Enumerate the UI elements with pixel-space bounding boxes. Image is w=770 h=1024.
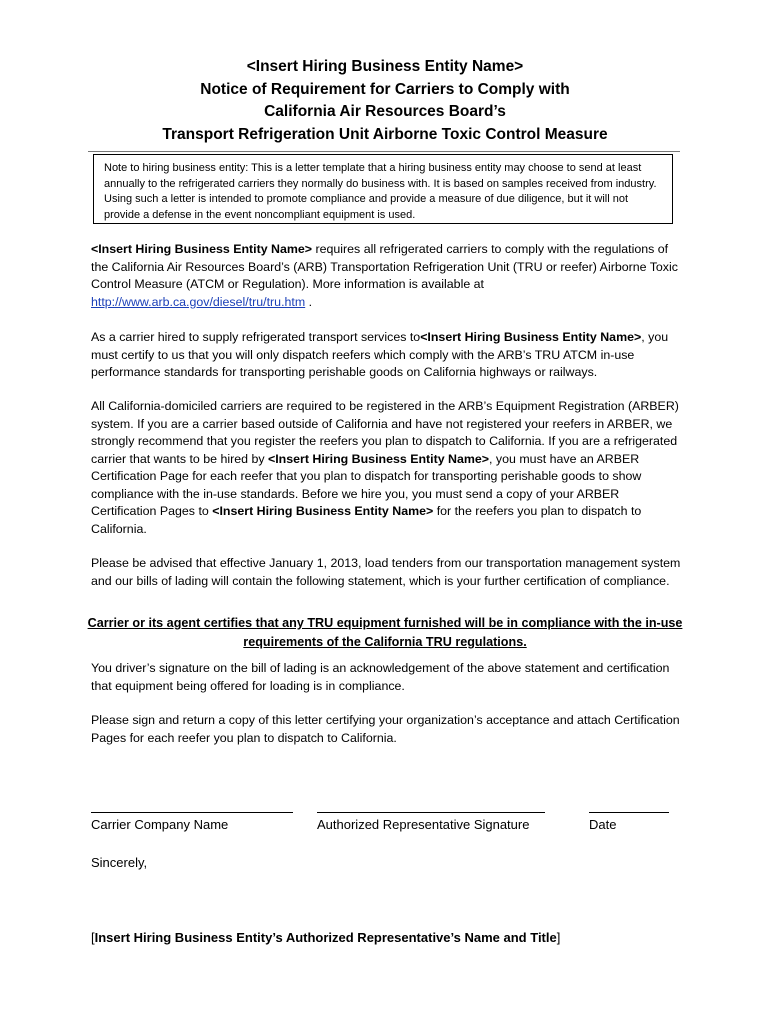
divider	[88, 151, 680, 152]
paragraph-driver-signature: You driver’s signature on the bill of lading is an acknowledgement of the above statement and certification that equipment being offered for loading is in compliance.	[91, 661, 670, 693]
title-notice: Notice of Requirement for Carriers to Comply with	[200, 80, 570, 98]
note-box: Note to hiring business entity: This is a letter template that a hiring business entity may choose to send at least annually to the refrigerated carriers they normally do business with. It is based on samples received from industry. Using such a letter is intended to promote compliance and provide a measure of due diligence, but it will not provide a defense in the event noncompliant equipment is used.	[93, 154, 673, 224]
title-arb: California Air Resources Board’s	[264, 103, 506, 121]
rep-signature-line[interactable]	[317, 812, 545, 813]
closing-placeholder: [Insert Hiring Business Entity’s Authorized Representative’s Name and Title]	[91, 930, 561, 945]
date-label: Date	[589, 817, 617, 832]
company-signature-line[interactable]	[91, 812, 293, 813]
paragraph-requirement: <Insert Hiring Business Entity Name> requires all refrigerated carriers to comply with the regulations of the California Air Resources Board’s (ARB) Transportation Refrigeration Unit (TRU or reefer) Airborne Toxic Control Measure (ATCM or Regulation). More information is available at http://www.arb.ca.gov/diesel/tru/tru.htm .	[91, 242, 678, 309]
title-tru-atcm: Transport Refrigeration Unit Airborne Toxic Control Measure	[162, 125, 608, 143]
rep-signature-label: Authorized Representative Signature	[317, 817, 530, 832]
paragraph-advisory: Please be advised that effective January 1, 2013, load tenders from our transportation management system and our bills of lading will contain the following statement, which is your further certification of compliance.	[91, 556, 681, 588]
entity-placeholder: <Insert Hiring Business Entity Name>	[268, 451, 490, 466]
title-entity-name: <Insert Hiring Business Entity Name>	[246, 58, 524, 75]
arb-link[interactable]: http://www.arb.ca.gov/diesel/tru/tru.htm	[91, 294, 306, 309]
compliance-statement: Carrier or its agent certifies that any TRU equipment furnished will be in compliance with the in-use requirements of the California TRU regulations.	[87, 616, 683, 649]
entity-placeholder: <Insert Hiring Business Entity Name>	[420, 330, 642, 344]
date-line[interactable]	[589, 812, 669, 813]
carrier-company-label: Carrier Company Name	[91, 817, 229, 832]
paragraph-certify: As a carrier hired to supply refrigerated transport services to<Insert Hiring Business Entity Name>, you must certify to us that you will only dispatch reefers which comply with the ARB’s TRU ATCM in-use performance standards for transporting perishable goods on California highways or railways.	[91, 330, 669, 379]
paragraph-sign-return: Please sign and return a copy of this letter certifying your organization’s acceptance and attach Certification Pages for each reefer you plan to dispatch to California.	[91, 713, 680, 745]
entity-placeholder: <Insert Hiring Business Entity Name>	[212, 504, 434, 518]
letter-title	[0, 56, 770, 146]
entity-placeholder: <Insert Hiring Business Entity Name>	[91, 242, 313, 256]
sincerely: Sincerely,	[91, 855, 148, 870]
paragraph-arber: All California-domiciled carriers are required to be registered in the ARB’s Equipment Registration (ARBER) system. If you are a carrier based outside of California and have not registered your reefers in ARBER, we strongly recommend that you register the reefers you plan to dispatch to California. If you are a refrigerated carrier that wants to be hired by <Insert Hiring Business Entity Name>, you must have an ARBER Certification Page for each reefer that you plan to dispatch for transporting perishable goods to show compliance with the in-use standards. Before we hire you, you must send a copy of your ARBER Certification Pages to <Insert Hiring Business Entity Name> for the reefers you plan to dispatch to California.	[91, 399, 679, 536]
